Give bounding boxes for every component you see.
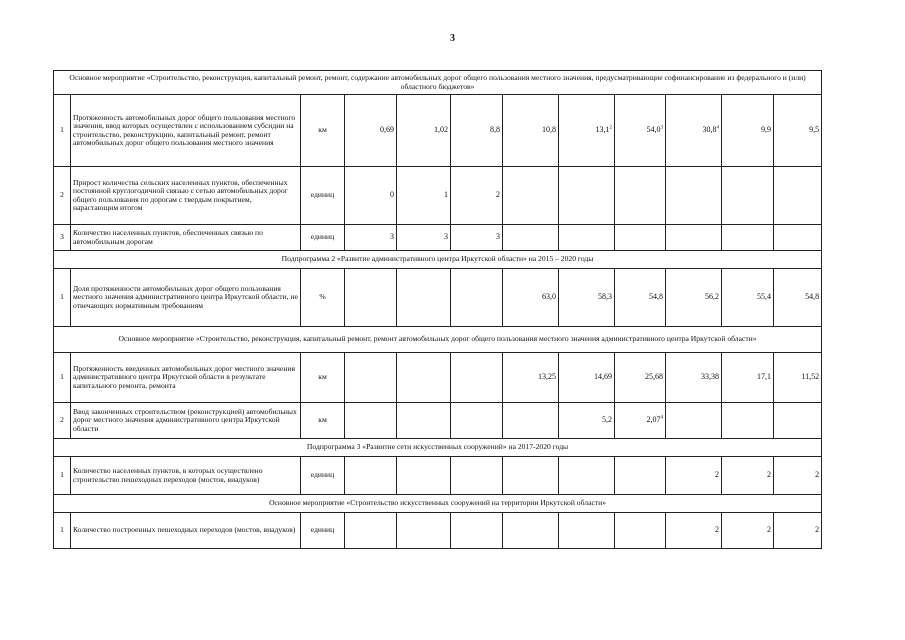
value-cell (722, 167, 774, 225)
value-cell (451, 95, 503, 167)
indicator-name: Количество населенных пунктов, в которых осуществлено строительство пешеходных переходов (мостов, виадуков) (71, 457, 301, 495)
value-cell (345, 403, 397, 439)
section-header-row (54, 495, 822, 513)
value-cell (503, 225, 559, 251)
value-cell (666, 167, 722, 225)
value-text: 10,8 (542, 125, 556, 135)
value-cell (397, 269, 451, 327)
value-cell (451, 225, 503, 251)
value-cell (615, 225, 666, 251)
value-cell (503, 403, 559, 439)
value-cell (345, 269, 397, 327)
value-text: 2 (815, 525, 820, 535)
value-text: 63,0 (542, 292, 556, 302)
value-cell (345, 353, 397, 403)
value-text: 8,8 (490, 125, 500, 135)
value-cell (559, 457, 615, 495)
indicator-name: Протяженность введенных автомобильных дорог местного значения административного центра Иркутской области в результате капитального ремонта, ремонта (71, 353, 301, 403)
value-text: 5,2 (602, 415, 612, 425)
indicator-name: Ввод законченных строительством (реконструкцией) автомобильных дорог местного значения административного центра Иркутской области (71, 403, 301, 439)
value-cell (503, 353, 559, 403)
section-header: Основное мероприятие «Строительство искусственных сооружений на территории Иркутской области» (54, 495, 822, 513)
value-text: 3 (496, 232, 500, 242)
value-cell (615, 403, 666, 439)
indicator-name: Протяженность автомобильных дорог общего пользования местного значения, ввод которых осуществлен с использованием субсидии на строительство, реконструкцию, капитальный ремонт, ремонт автомобильных дорог общего пользования местного значения (71, 95, 301, 167)
value-cell (559, 513, 615, 549)
value-text: 2 (496, 190, 500, 200)
value-text: 54,8 (649, 292, 663, 302)
value-text: 33,38 (701, 372, 719, 382)
section-header: Подпрограмма 2 «Развитие административного центра Иркутской области» на 2015 – 2020 годы (54, 251, 822, 269)
unit-cell: км (301, 353, 345, 403)
value-cell (503, 513, 559, 549)
value-cell (774, 269, 822, 327)
value-cell (774, 457, 822, 495)
value-text: 2,07 (646, 415, 661, 425)
indicators-table (53, 70, 822, 549)
value-cell (774, 353, 822, 403)
value-cell (345, 225, 397, 251)
value-cell (345, 167, 397, 225)
value-text: 1 (444, 190, 448, 200)
section-header-row (54, 439, 822, 457)
footnote-mark: 3 (660, 125, 663, 131)
value-cell (451, 403, 503, 439)
table-row (54, 457, 822, 495)
value-cell (503, 95, 559, 167)
value-cell (451, 167, 503, 225)
value-cell (559, 95, 615, 167)
section-header: Подпрограмма 3 «Развитие сети искусственных сооружений» на 2017-2020 годы (54, 439, 822, 457)
section-header-row (54, 251, 822, 269)
value-cell (666, 403, 722, 439)
value-text: 9,9 (761, 125, 771, 135)
value-cell (345, 457, 397, 495)
value-cell (666, 353, 722, 403)
table-row (54, 403, 822, 439)
value-text: 2 (715, 470, 719, 480)
unit-cell: % (301, 269, 345, 327)
value-cell (666, 457, 722, 495)
table-row (54, 513, 822, 549)
value-cell (345, 95, 397, 167)
value-text: 25,68 (645, 372, 663, 382)
value-cell (397, 513, 451, 549)
value-cell (722, 403, 774, 439)
value-cell (774, 225, 822, 251)
value-text: 14,69 (594, 372, 612, 382)
table-row (54, 167, 822, 225)
unit-cell: единиц (301, 457, 345, 495)
value-cell (722, 95, 774, 167)
value-cell (722, 353, 774, 403)
value-text: 30,8 (702, 125, 717, 135)
value-cell (503, 167, 559, 225)
value-text: 58,3 (598, 292, 612, 302)
value-cell (774, 403, 822, 439)
unit-cell: единиц (301, 225, 345, 251)
row-number: 1 (54, 269, 71, 327)
value-text: 17,1 (757, 372, 771, 382)
value-cell (666, 225, 722, 251)
unit-cell: единиц (301, 513, 345, 549)
row-number: 3 (54, 225, 71, 251)
value-cell (345, 513, 397, 549)
value-text: 13,1 (595, 125, 610, 135)
value-text: 13,25 (538, 372, 556, 382)
row-number: 1 (54, 457, 71, 495)
value-text: 9,5 (809, 125, 820, 135)
value-cell (503, 269, 559, 327)
value-cell (722, 513, 774, 549)
value-text: 54,8 (805, 292, 820, 302)
section-header: Основное мероприятие «Строительство, реконструкция, капитальный ремонт, ремонт, содержание автомобильных дорог общего пользования местного значения, предусматривающие софинансирование из федерального и (или) областного бюджетов» (54, 71, 822, 95)
value-cell (722, 457, 774, 495)
indicator-name: Доля протяженности автомобильных дорог общего пользования местного значения административного центра Иркутской области, не отвечающих нормативным требованиям (71, 269, 301, 327)
value-text: 55,4 (757, 292, 771, 302)
value-cell (615, 457, 666, 495)
page-number: 3 (450, 33, 455, 44)
row-number: 2 (54, 403, 71, 439)
value-cell (451, 457, 503, 495)
value-cell (615, 167, 666, 225)
row-number: 1 (54, 353, 71, 403)
value-text: 1,02 (434, 125, 448, 135)
value-cell (451, 353, 503, 403)
table-row (54, 353, 822, 403)
row-number: 1 (54, 95, 71, 167)
indicator-name: Количество построенных пешеходных переходов (мостов, виадуков) (71, 513, 301, 549)
value-cell (615, 353, 666, 403)
value-cell (615, 513, 666, 549)
indicator-name: Количество населенных пунктов, обеспеченных связью по автомобильным дорогам (71, 225, 301, 251)
value-text: 2 (815, 470, 820, 480)
value-cell (503, 457, 559, 495)
value-text: 2 (715, 525, 719, 535)
row-number: 2 (54, 167, 71, 225)
indicator-name: Прирост количества сельских населенных пунктов, обеспеченных постоянной круглогодичной связью с сетью автомобильных дорог общего пользования по дорогам с твердым покрытием, нарастающим итогом (71, 167, 301, 225)
value-cell (559, 225, 615, 251)
value-cell (559, 167, 615, 225)
value-text: 3 (390, 232, 394, 242)
value-cell (397, 95, 451, 167)
value-text: 0 (390, 190, 394, 200)
section-header-row (54, 327, 822, 353)
table-body (54, 71, 822, 549)
value-text: 11,52 (801, 372, 820, 382)
value-cell (666, 513, 722, 549)
value-cell (774, 167, 822, 225)
unit-cell: км (301, 403, 345, 439)
value-cell (559, 353, 615, 403)
table-row (54, 269, 822, 327)
value-cell (774, 513, 822, 549)
section-header: Основное мероприятие «Строительство, реконструкция, капитальный ремонт, ремонт автомобильных дорог общего пользования местного значения административного центра Иркутской области» (54, 327, 822, 353)
value-cell (666, 269, 722, 327)
row-number: 1 (54, 513, 71, 549)
value-cell (397, 225, 451, 251)
footnote-mark: 2 (609, 125, 612, 131)
value-text: 54,0 (646, 125, 661, 135)
section-header-row (54, 71, 822, 95)
value-cell (451, 269, 503, 327)
value-cell (397, 457, 451, 495)
table-row (54, 225, 822, 251)
value-text: 3 (444, 232, 448, 242)
value-cell (397, 403, 451, 439)
value-cell (722, 269, 774, 327)
value-cell (615, 95, 666, 167)
value-cell (559, 403, 615, 439)
value-cell (722, 225, 774, 251)
unit-cell: км (301, 95, 345, 167)
value-cell (397, 353, 451, 403)
value-cell (615, 269, 666, 327)
value-text: 56,2 (705, 292, 719, 302)
value-cell (666, 95, 722, 167)
value-cell (451, 513, 503, 549)
value-cell (397, 167, 451, 225)
value-text: 2 (767, 470, 771, 480)
footnote-mark: 4 (660, 415, 663, 421)
value-text: 2 (767, 525, 771, 535)
value-cell (774, 95, 822, 167)
value-text: 0,69 (380, 125, 394, 135)
table-row (54, 95, 822, 167)
unit-cell: единиц (301, 167, 345, 225)
value-cell (559, 269, 615, 327)
footnote-mark: 4 (716, 125, 719, 131)
